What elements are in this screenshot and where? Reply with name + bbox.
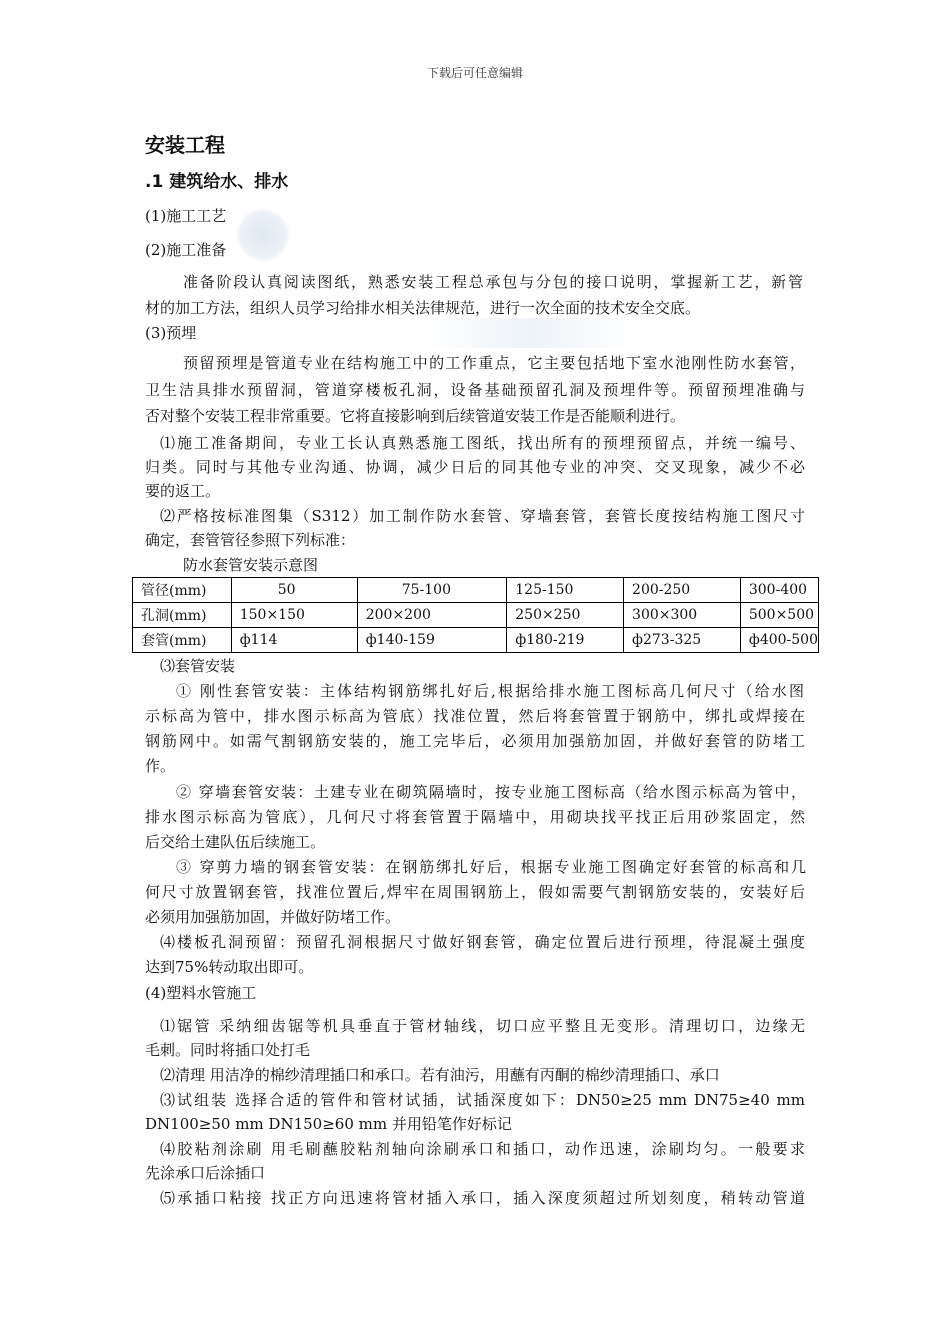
table-cell: 50 (231, 578, 357, 603)
text-line: (2)施工准备 (145, 241, 227, 259)
text-line: ⑶试组装 选择合适的管件和管材试插，试插深度如下：DN50≥25 mm DN75≥40 mm (160, 1091, 805, 1109)
table-cell: 500×500 (740, 603, 818, 628)
text-line: ⑶套管安装 (160, 657, 236, 675)
table-cell: 250×250 (507, 603, 624, 628)
text-line: ⑵严格按标准图集（S312）加工制作防水套管、穿墙套管，套管长度按结构施工图尺寸 (160, 507, 805, 525)
text-line: 达到75%转动取出即可。 (145, 958, 314, 976)
table-cell: ф273-325 (624, 628, 741, 653)
table-caption: 防水套管安装示意图 (183, 556, 319, 574)
table-row (133, 578, 819, 603)
text-line: ② 穿墙套管安装：土建专业在砌筑隔墙时，按专业施工图标高（给水图示标高为管中， (176, 783, 806, 801)
table-cell: 套管(mm) (133, 628, 232, 653)
text-line: 准备阶段认真阅读图纸，熟悉安装工程总承包与分包的接口说明，掌握新工艺，新管 (183, 273, 803, 291)
text-line: 确定，套管管径参照下列标准： (145, 531, 356, 549)
sleeve-size-table (132, 577, 819, 653)
text-line: ⑸承插口粘接 找正方向迅速将管材插入承口，插入深度须超过所划刻度，稍转动管道 (160, 1189, 805, 1207)
text-line: ③ 穿剪力墙的钢套管安装：在钢筋绑扎好后，根据专业施工图确定好套管的标高和几 (176, 858, 806, 876)
text-line: ⑴锯管 采纳细齿锯等机具垂直于管材轴线，切口应平整且无变形。清理切口，边缘无 (160, 1017, 805, 1035)
text-line: 卫生洁具排水预留洞，管道穿楼板孔洞，设备基础预留孔洞及预埋件等。预留预埋准确与 (145, 381, 805, 399)
text-line: 材的加工方法，组织人员学习给排水相关法律规范，进行一次全面的技术安全交底。 (145, 299, 701, 317)
table-cell: 75-100 (357, 578, 507, 603)
text-line: 示标高为管中，排水图示标高为管底）找准位置，然后将套管置于钢筋中，绑扎或焊接在 (145, 707, 805, 725)
watermark-emblem-icon (236, 208, 290, 262)
table-cell: ф114 (231, 628, 357, 653)
page-header: 下载后可任意编辑 (426, 66, 523, 80)
text-line: 预留预埋是管道专业在结构施工中的工作重点，它主要包括地下室水池刚性防水套管， (183, 354, 805, 372)
table-cell: ф180-219 (507, 628, 624, 653)
text-line: ⑵清理 用洁净的棉纱清理插口和承口。若有油污，用蘸有丙酮的棉纱清理插口、承口 (160, 1066, 720, 1084)
text-line: (4)塑料水管施工 (145, 984, 257, 1002)
page-title: 安装工程 (145, 133, 225, 157)
table-cell: 200-250 (624, 578, 741, 603)
watermark-band (420, 318, 640, 348)
table-cell: 300-400 (740, 578, 818, 603)
section-heading: .1 建筑给水、排水 (145, 172, 289, 192)
text-line: 钢筋网中。如需气割钢筋安装的，施工完毕后，必须用加强筋加固，并做好套管的防堵工 (145, 732, 805, 750)
table-cell: 150×150 (231, 603, 357, 628)
text-line: 毛刺。同时将插口处打毛 (145, 1041, 311, 1059)
text-line: 必须用加强筋加固，并做好防堵工作。 (145, 908, 401, 926)
text-line: 归类。同时与其他专业沟通、协调，减少日后的同其他专业的冲突、交叉现象，减少不必 (145, 458, 805, 476)
table-cell: ф140-159 (357, 628, 507, 653)
table-cell: 300×300 (624, 603, 741, 628)
text-line: 要的返工。 (145, 482, 221, 500)
table-row (133, 628, 819, 653)
text-line: 先涂承口后涂插口 (145, 1164, 266, 1182)
text-line: ⑷楼板孔洞预留：预留孔洞根据尺寸做好钢套管，确定位置后进行预埋，待混凝土强度 (160, 933, 805, 951)
table-cell: 管径(mm) (133, 578, 232, 603)
text-line: ⑴施工准备期间，专业工长认真熟悉施工图纸，找出所有的预埋预留点，并统一编号、 (160, 434, 805, 452)
text-line: 否对整个安装工程非常重要。它将直接影响到后续管道安装工作是否能顺利进行。 (145, 407, 686, 425)
text-line: 作。 (145, 757, 176, 775)
table-row (133, 603, 819, 628)
text-line: DN100≥50 mm DN150≥60 mm 并用铅笔作好标记 (145, 1115, 512, 1133)
text-line: 何尺寸放置钢套管，找准位置后,焊牢在周围钢筋上，假如需要气割钢筋安装的，安装好后 (145, 883, 805, 901)
text-line: (1)施工工艺 (145, 207, 227, 225)
text-line: 排水图示标高为管底），几何尺寸将套管置于隔墙中，用砌块找平找正后用砂浆固定，然 (145, 808, 805, 826)
table-cell: 200×200 (357, 603, 507, 628)
text-line: 后交给土建队伍后续施工。 (145, 833, 326, 851)
table-cell: ф400-500 (740, 628, 818, 653)
table-cell: 125-150 (507, 578, 624, 603)
text-line: (3)预埋 (145, 324, 197, 342)
text-line: ① 刚性套管安装：主体结构钢筋绑扎好后,根据给排水施工图标高几何尺寸（给水图 (176, 682, 804, 700)
text-line: ⑷胶粘剂涂刷 用毛刷蘸胶粘剂轴向涂刷承口和插口，动作迅速，涂刷均匀。一般要求 (160, 1140, 805, 1158)
table-cell: 孔洞(mm) (133, 603, 232, 628)
